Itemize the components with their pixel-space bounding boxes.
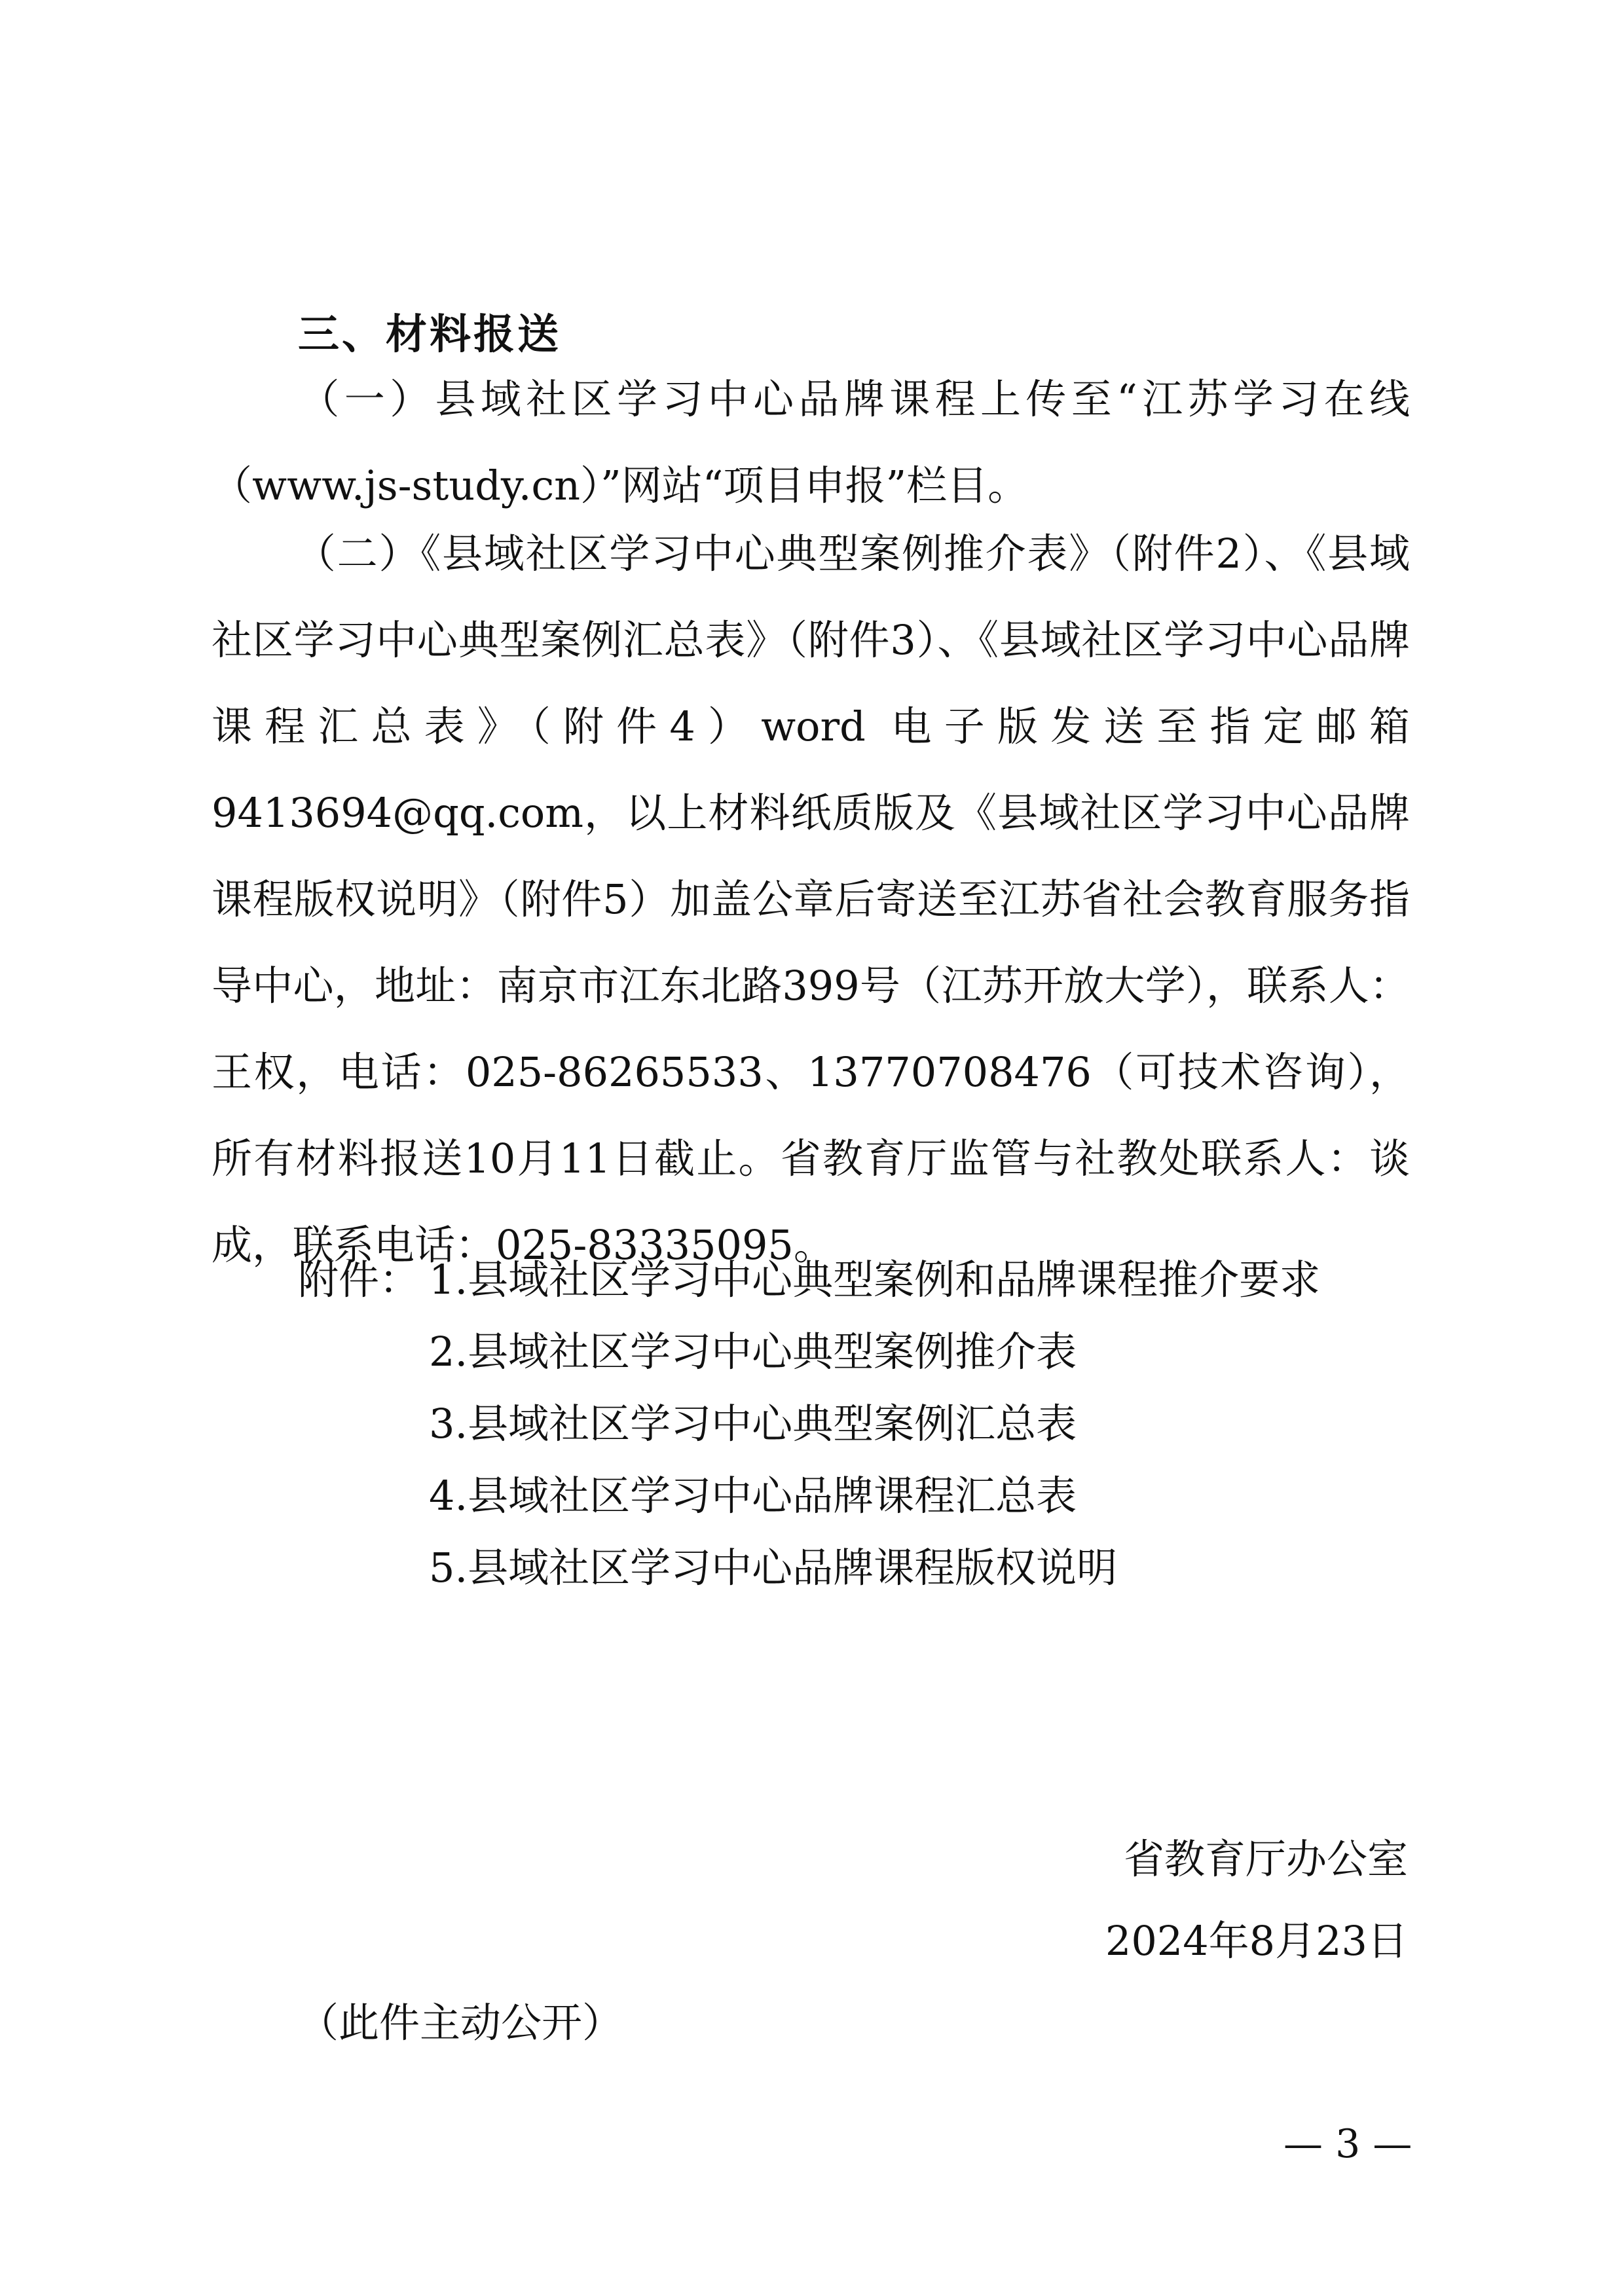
paragraph-item-1: [212, 356, 1410, 529]
attachments-label: 附件：: [298, 1256, 420, 1303]
attachment-item: 1.县域社区学习中心典型案例和品牌课程推介要求: [429, 1256, 1321, 1303]
attachment-item: 3.县域社区学习中心典型案例汇总表: [429, 1400, 1077, 1448]
attachments-list: [429, 1244, 1320, 1604]
page-number: — 3 —: [1283, 2121, 1412, 2167]
attachment-item: 2.县域社区学习中心典型案例推介表: [429, 1328, 1077, 1376]
section-heading: 三、材料报送: [298, 310, 561, 358]
paragraph-item-2-text: （二）《县域社区学习中心典型案例推介表》（附件2）、《县域社区学习中心典型案例汇总表》（附件3）、《县域社区学习中心品牌课程汇总表》（附件4）word 电子版发送至指定邮箱9413694@qq.com，以上材料纸质版及《县域社区学习中心品牌课程版权说明》（附件5）加盖公章后寄送至江苏省社会教育服务指导中心，地址：南京市江东北路399号（江苏开放大学），联系人：王权，电话：025-86265533、13770708476（可技术咨询），所有材料报送10月11日截止。省教育厅监管与社教处联系人：谈成，联系电话：025-83335095。: [212, 530, 1410, 1269]
paragraph-item-2: [212, 511, 1410, 1288]
signature-date: 2024年8月23日: [1105, 1917, 1408, 1965]
public-note: （此件主动公开）: [298, 1999, 623, 2047]
paragraph-item-1-text: （一）县域社区学习中心品牌课程上传至“江苏学习在线（www.js-study.cn）”网站“项目申报”栏目。: [212, 375, 1410, 509]
attachments-block: [298, 1244, 1320, 1604]
signature-org: 省教育厅办公室: [1123, 1835, 1408, 1883]
attachment-item: 5.县域社区学习中心品牌课程版权说明: [429, 1544, 1118, 1592]
attachment-item: 4.县域社区学习中心品牌课程汇总表: [429, 1472, 1077, 1520]
